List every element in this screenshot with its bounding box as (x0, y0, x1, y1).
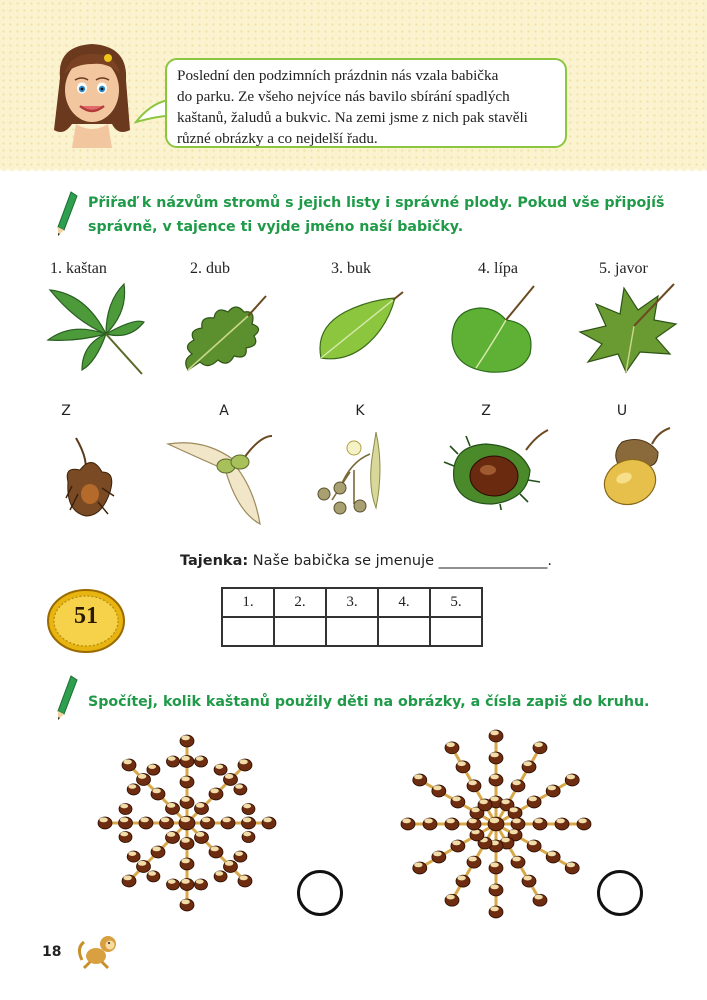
chestnut (180, 838, 194, 850)
intro-line: do parku. Ze všeho nejvíce nás bavilo sbírání spadlých (177, 88, 510, 105)
linden-leaf-icon (446, 284, 542, 376)
chestnut-figure-1 (92, 728, 282, 918)
grid-answer-cell[interactable] (222, 617, 274, 646)
pencil-icon (56, 190, 78, 238)
chestnut (511, 818, 525, 830)
chestnut (119, 803, 132, 814)
horse-chestnut-icon (440, 426, 550, 510)
chestnut (467, 780, 481, 792)
chestnut (242, 803, 255, 814)
chestnut (546, 851, 560, 863)
chestnut (214, 764, 227, 775)
chestnut (533, 894, 547, 906)
chestnut (119, 817, 133, 829)
chestnut (489, 862, 503, 874)
fruit-letter: U (616, 403, 628, 419)
chestnut (238, 759, 252, 771)
chestnut (533, 742, 547, 754)
chestnut (242, 817, 256, 829)
chestnut (423, 818, 437, 830)
chestnut (234, 784, 247, 795)
intro-line: kaštanů, žaludů a bukvic. Na zemi jsme z nich pak stavěli (177, 109, 528, 126)
chestnut (432, 851, 446, 863)
grid-header-cell: 1. (222, 588, 274, 617)
chestnut (478, 799, 492, 811)
beech-leaf-icon (315, 288, 405, 368)
girl-avatar (42, 38, 142, 158)
tree-label-kastan: 1. kaštan (50, 260, 107, 277)
chestnut (180, 797, 194, 809)
chestnut (119, 831, 132, 842)
chestnut (209, 788, 223, 800)
chestnut (160, 817, 174, 829)
chestnut (467, 818, 481, 830)
grid-answer-cell[interactable] (274, 617, 326, 646)
chestnut (546, 785, 560, 797)
fruit-letter: A (219, 403, 229, 419)
intro-line: různé obrázky a co nejdelší řadu. (177, 130, 378, 147)
chestnut (98, 817, 112, 829)
chestnut (201, 817, 215, 829)
chestnut (223, 774, 237, 786)
chestnut (533, 818, 547, 830)
linden-fruit-icon (310, 428, 390, 522)
chestnut (122, 759, 136, 771)
chestnut (527, 840, 541, 852)
tree-label-javor: 5. javor (599, 260, 648, 277)
chestnut (137, 861, 151, 873)
chestnut (194, 832, 208, 844)
chestnut (122, 875, 136, 887)
page-number: 18 (42, 944, 62, 960)
chestnut (223, 861, 237, 873)
tree-label-dub: 2. dub (190, 260, 230, 277)
chestnut (180, 858, 194, 870)
task1-line: Přiřaď k názvům stromů s jejich listy i správné plody. Pokud vše připojíš (88, 195, 665, 211)
coin-value: 51 (74, 603, 98, 629)
task1-instruction (88, 191, 664, 239)
acorn-icon (598, 424, 678, 508)
chestnut (262, 817, 276, 829)
chestnut (127, 784, 140, 795)
chestnut (445, 894, 459, 906)
grid-header-cell: 3. (326, 588, 378, 617)
chestnut (151, 788, 165, 800)
chestnut (522, 875, 536, 887)
chestnut (214, 871, 227, 882)
chestnut (166, 803, 180, 815)
task1-line: správně, v tajence ti vyjde jméno naší babičky. (88, 219, 464, 235)
chestnut (180, 879, 194, 891)
chestnut (445, 818, 459, 830)
chestnut (432, 785, 446, 797)
chestnut (137, 774, 151, 786)
tajenka-grid (221, 587, 483, 647)
chestnut (166, 832, 180, 844)
grid-header-cell: 2. (274, 588, 326, 617)
chestnut (511, 780, 525, 792)
chestnut (413, 862, 427, 874)
chestnut (489, 730, 503, 742)
chestnut (508, 807, 522, 819)
tree-label-buk: 3. buk (331, 260, 371, 277)
chestnut (195, 879, 208, 890)
tree-label-lipa: 4. lípa (478, 260, 518, 277)
fruit-letter: K (355, 403, 365, 419)
chestnut-leaf-icon (46, 282, 146, 382)
chestnut (456, 761, 470, 773)
chestnut (565, 774, 579, 786)
chestnut (180, 756, 194, 768)
speech-bubble (165, 58, 567, 148)
chestnut (179, 816, 195, 830)
chestnut (511, 856, 525, 868)
task2-instruction: Spočítej, kolik kaštanů použily děti na obrázky, a čísla zapiš do kruhu. (88, 694, 650, 710)
chestnut (139, 817, 153, 829)
maple-leaf-icon (578, 282, 678, 378)
monkey-icon (74, 930, 122, 970)
chestnut (180, 899, 194, 911)
grid-answer-cell[interactable] (326, 617, 378, 646)
chestnut (555, 818, 569, 830)
chestnut (167, 756, 180, 767)
chestnut (489, 906, 503, 918)
chestnut (488, 817, 504, 831)
chestnut (522, 761, 536, 773)
chestnut (194, 803, 208, 815)
chestnut (127, 851, 140, 862)
chestnut (489, 884, 503, 896)
chestnut (234, 851, 247, 862)
intro-line: Poslední den podzimních prázdnin nás vzala babička (177, 67, 499, 84)
chestnut-figure-2 (398, 726, 594, 922)
chestnut (401, 818, 415, 830)
maple-seed-icon (164, 432, 278, 530)
tajenka-text: Naše babička se jmenuje _______________. (252, 553, 552, 569)
pencil-icon (56, 674, 78, 722)
chestnut (445, 742, 459, 754)
fruit-letter: Z (481, 403, 491, 419)
chestnut (147, 871, 160, 882)
grid-header-cell: 4. (378, 588, 430, 617)
fruit-letter: Z (61, 403, 71, 419)
chestnut (180, 776, 194, 788)
chestnut (147, 764, 160, 775)
chestnut (451, 840, 465, 852)
chestnut (209, 846, 223, 858)
chestnut (451, 796, 465, 808)
beechnut-icon (62, 432, 118, 524)
chestnut (242, 831, 255, 842)
tajenka-line (180, 553, 552, 569)
answer-circle-1[interactable] (297, 870, 343, 916)
chestnut (180, 735, 194, 747)
chestnut (489, 774, 503, 786)
chestnut (470, 829, 484, 841)
chestnut (489, 752, 503, 764)
answer-circle-2[interactable] (597, 870, 643, 916)
chestnut (167, 879, 180, 890)
grid-answer-cell[interactable] (430, 617, 482, 646)
tajenka-label: Tajenka: (180, 553, 249, 569)
chestnut (467, 856, 481, 868)
chestnut (456, 875, 470, 887)
grid-answer-cell[interactable] (378, 617, 430, 646)
chestnut (238, 875, 252, 887)
oak-leaf-icon (178, 290, 270, 376)
chestnut (577, 818, 591, 830)
chestnut (151, 846, 165, 858)
chestnut (221, 817, 235, 829)
chestnut (195, 756, 208, 767)
chestnut (565, 862, 579, 874)
grid-header-cell: 5. (430, 588, 482, 617)
chestnut (413, 774, 427, 786)
chestnut (527, 796, 541, 808)
